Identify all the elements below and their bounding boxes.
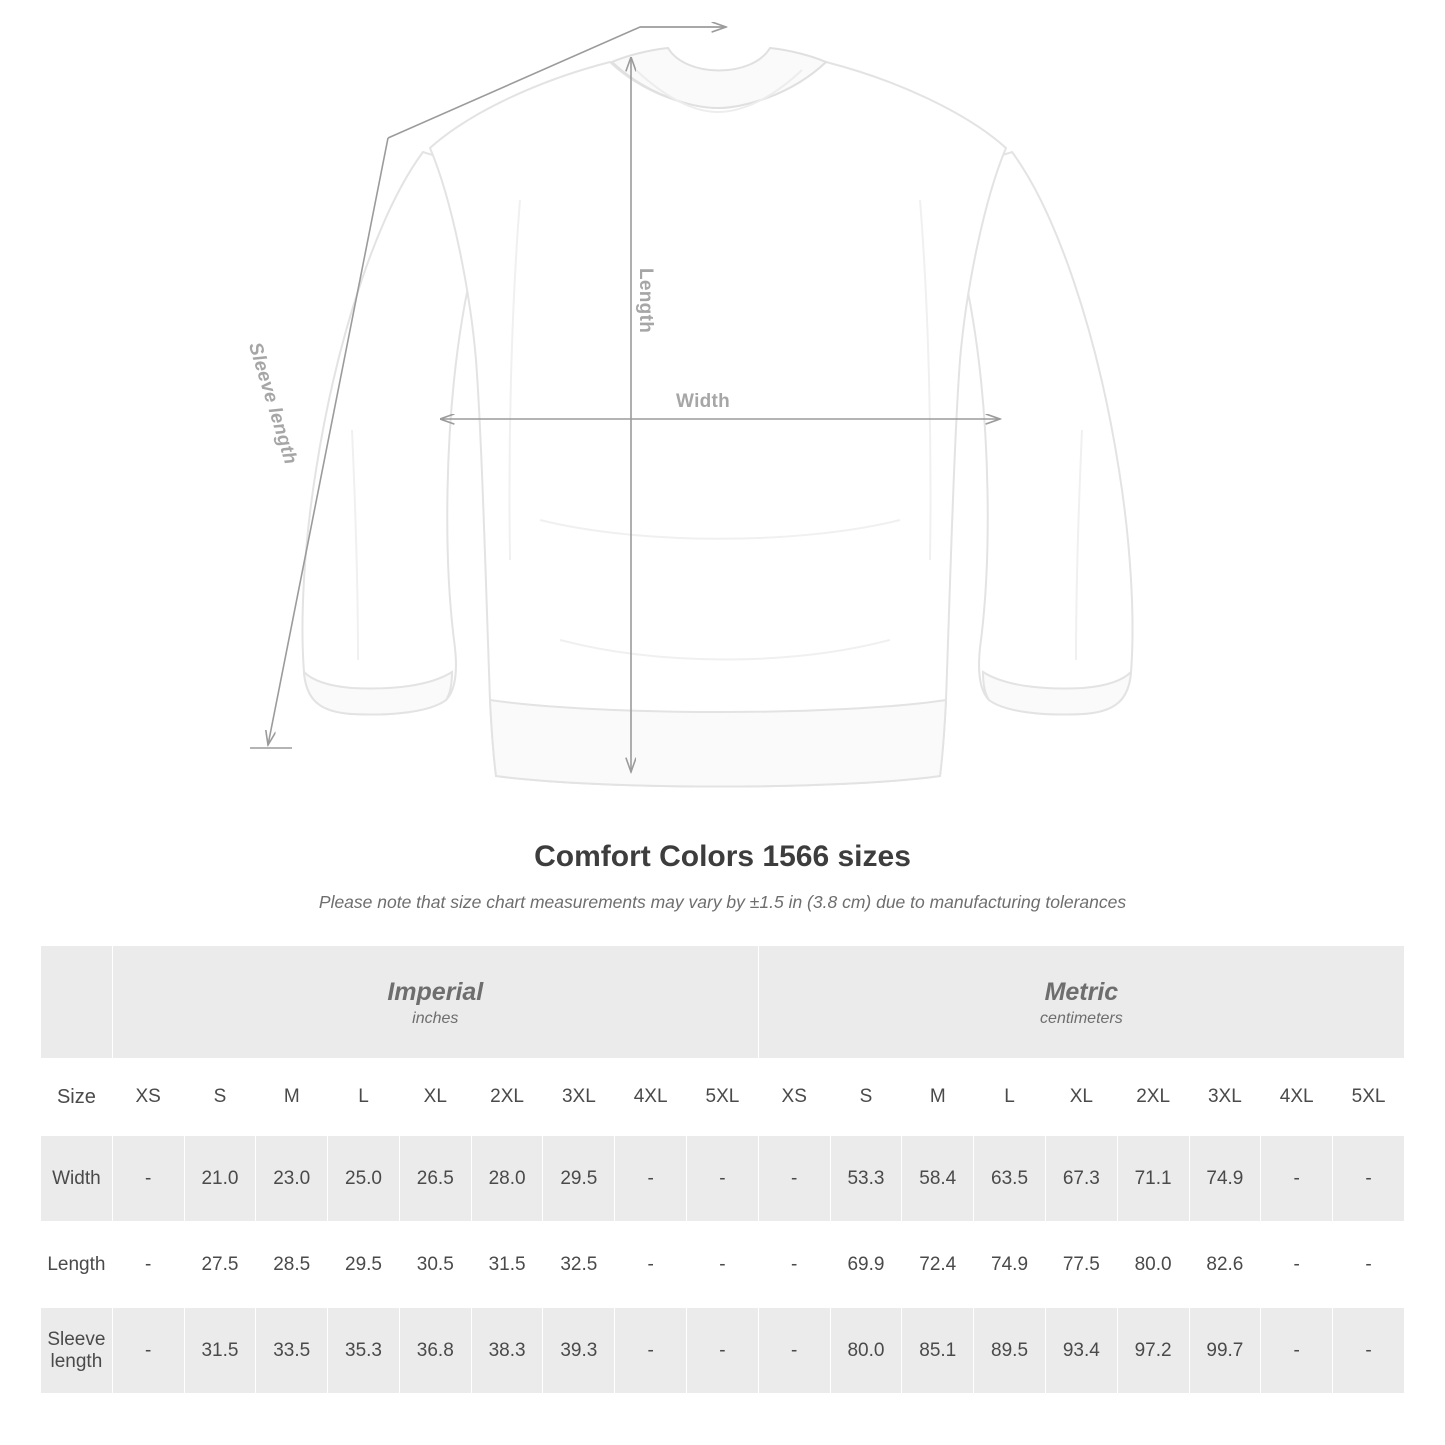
width-imperial-4xl: - bbox=[615, 1136, 687, 1222]
width-imperial-l: 25.0 bbox=[328, 1136, 400, 1222]
width-imperial-s: 21.0 bbox=[184, 1136, 256, 1222]
length-metric-s: 69.9 bbox=[830, 1222, 902, 1308]
sleeve-metric-s: 80.0 bbox=[830, 1308, 902, 1394]
size-header-imperial-4xl: 4XL bbox=[615, 1059, 687, 1136]
length-metric-xs: - bbox=[758, 1222, 830, 1308]
sleeve-imperial-m: 33.5 bbox=[256, 1308, 328, 1394]
width-imperial-xl: 26.5 bbox=[399, 1136, 471, 1222]
length-imperial-xl: 30.5 bbox=[399, 1222, 471, 1308]
size-header-metric-2xl: 2XL bbox=[1117, 1059, 1189, 1136]
unit-imperial-cell bbox=[112, 946, 758, 1059]
size-header-imperial-2xl: 2XL bbox=[471, 1059, 543, 1136]
width-imperial-2xl: 28.0 bbox=[471, 1136, 543, 1222]
sleeve-length-dimension-label: Sleeve length bbox=[243, 340, 301, 468]
size-header-metric-xl: XL bbox=[1045, 1059, 1117, 1136]
width-metric-l: 63.5 bbox=[974, 1136, 1046, 1222]
chart-note: Please note that size chart measurements may vary by ±1.5 in (3.8 cm) due to manufacturing tolerances bbox=[318, 892, 1127, 912]
sleeve-imperial-5xl: - bbox=[687, 1308, 759, 1394]
sweatshirt-shape bbox=[303, 48, 1133, 787]
size-table-wrapper bbox=[40, 945, 1405, 1394]
size-header-imperial-3xl: 3XL bbox=[543, 1059, 615, 1136]
size-header-row bbox=[41, 1059, 1405, 1136]
row-label-sleeve-length: Sleeve length bbox=[41, 1308, 113, 1394]
width-metric-5xl: - bbox=[1333, 1136, 1405, 1222]
sleeve-imperial-4xl: - bbox=[615, 1308, 687, 1394]
width-imperial-3xl: 29.5 bbox=[543, 1136, 615, 1222]
sleeve-metric-m: 85.1 bbox=[902, 1308, 974, 1394]
width-dimension-label: Width bbox=[676, 391, 731, 412]
unit-imperial-name: Imperial bbox=[387, 978, 484, 1007]
size-header-metric-3xl: 3XL bbox=[1189, 1059, 1261, 1136]
unit-metric-sub: centimeters bbox=[1040, 1009, 1123, 1027]
length-imperial-4xl: - bbox=[615, 1222, 687, 1308]
row-label-length: Length bbox=[41, 1222, 113, 1308]
length-metric-2xl: 80.0 bbox=[1117, 1222, 1189, 1308]
unit-metric-name: Metric bbox=[1044, 978, 1119, 1007]
size-header-metric-m: M bbox=[902, 1059, 974, 1136]
width-metric-m: 58.4 bbox=[902, 1136, 974, 1222]
sleeve-metric-xs: - bbox=[758, 1308, 830, 1394]
sleeve-imperial-l: 35.3 bbox=[328, 1308, 400, 1394]
sleeve-imperial-2xl: 38.3 bbox=[471, 1308, 543, 1394]
length-imperial-3xl: 32.5 bbox=[543, 1222, 615, 1308]
unit-imperial-sub: inches bbox=[412, 1009, 459, 1027]
length-imperial-l: 29.5 bbox=[328, 1222, 400, 1308]
sleeve-imperial-xl: 36.8 bbox=[399, 1308, 471, 1394]
length-imperial-2xl: 31.5 bbox=[471, 1222, 543, 1308]
width-metric-4xl: - bbox=[1261, 1136, 1333, 1222]
length-imperial-m: 28.5 bbox=[256, 1222, 328, 1308]
length-dimension-label: Length bbox=[635, 268, 656, 334]
size-header-metric-xs: XS bbox=[758, 1059, 830, 1136]
width-metric-3xl: 74.9 bbox=[1189, 1136, 1261, 1222]
size-header-label: Size bbox=[41, 1059, 113, 1136]
length-imperial-5xl: - bbox=[687, 1222, 759, 1308]
size-header-imperial-xs: XS bbox=[112, 1059, 184, 1136]
size-header-imperial-5xl: 5XL bbox=[687, 1059, 759, 1136]
sleeve-metric-xl: 93.4 bbox=[1045, 1308, 1117, 1394]
length-metric-l: 74.9 bbox=[974, 1222, 1046, 1308]
sleeve-metric-2xl: 97.2 bbox=[1117, 1308, 1189, 1394]
size-header-imperial-xl: XL bbox=[399, 1059, 471, 1136]
sleeve-imperial-xs: - bbox=[112, 1308, 184, 1394]
size-table bbox=[40, 945, 1405, 1394]
sleeve-metric-l: 89.5 bbox=[974, 1308, 1046, 1394]
unit-spacer-cell bbox=[41, 946, 113, 1059]
size-header-imperial-m: M bbox=[256, 1059, 328, 1136]
width-metric-xs: - bbox=[758, 1136, 830, 1222]
width-imperial-xs: - bbox=[112, 1136, 184, 1222]
length-metric-5xl: - bbox=[1333, 1222, 1405, 1308]
size-header-metric-4xl: 4XL bbox=[1261, 1059, 1333, 1136]
width-imperial-5xl: - bbox=[687, 1136, 759, 1222]
length-metric-m: 72.4 bbox=[902, 1222, 974, 1308]
table-row bbox=[41, 1136, 1405, 1222]
sleeve-metric-3xl: 99.7 bbox=[1189, 1308, 1261, 1394]
width-metric-s: 53.3 bbox=[830, 1136, 902, 1222]
unit-header-row bbox=[41, 946, 1405, 1059]
length-imperial-s: 27.5 bbox=[184, 1222, 256, 1308]
width-imperial-m: 23.0 bbox=[256, 1136, 328, 1222]
length-metric-3xl: 82.6 bbox=[1189, 1222, 1261, 1308]
size-header-metric-s: S bbox=[830, 1059, 902, 1136]
sleeve-metric-4xl: - bbox=[1261, 1308, 1333, 1394]
length-metric-4xl: - bbox=[1261, 1222, 1333, 1308]
size-header-imperial-s: S bbox=[184, 1059, 256, 1136]
row-label-width: Width bbox=[41, 1136, 113, 1222]
size-header-imperial-l: L bbox=[328, 1059, 400, 1136]
length-metric-xl: 77.5 bbox=[1045, 1222, 1117, 1308]
chart-title: Comfort Colors 1566 sizes bbox=[534, 840, 911, 873]
size-header-metric-5xl: 5XL bbox=[1333, 1059, 1405, 1136]
width-metric-2xl: 71.1 bbox=[1117, 1136, 1189, 1222]
length-imperial-xs: - bbox=[112, 1222, 184, 1308]
sleeve-metric-5xl: - bbox=[1333, 1308, 1405, 1394]
width-metric-xl: 67.3 bbox=[1045, 1136, 1117, 1222]
unit-metric-cell bbox=[758, 946, 1404, 1059]
sleeve-imperial-s: 31.5 bbox=[184, 1308, 256, 1394]
table-row bbox=[41, 1222, 1405, 1308]
table-row bbox=[41, 1308, 1405, 1394]
sleeve-imperial-3xl: 39.3 bbox=[543, 1308, 615, 1394]
size-header-metric-l: L bbox=[974, 1059, 1046, 1136]
